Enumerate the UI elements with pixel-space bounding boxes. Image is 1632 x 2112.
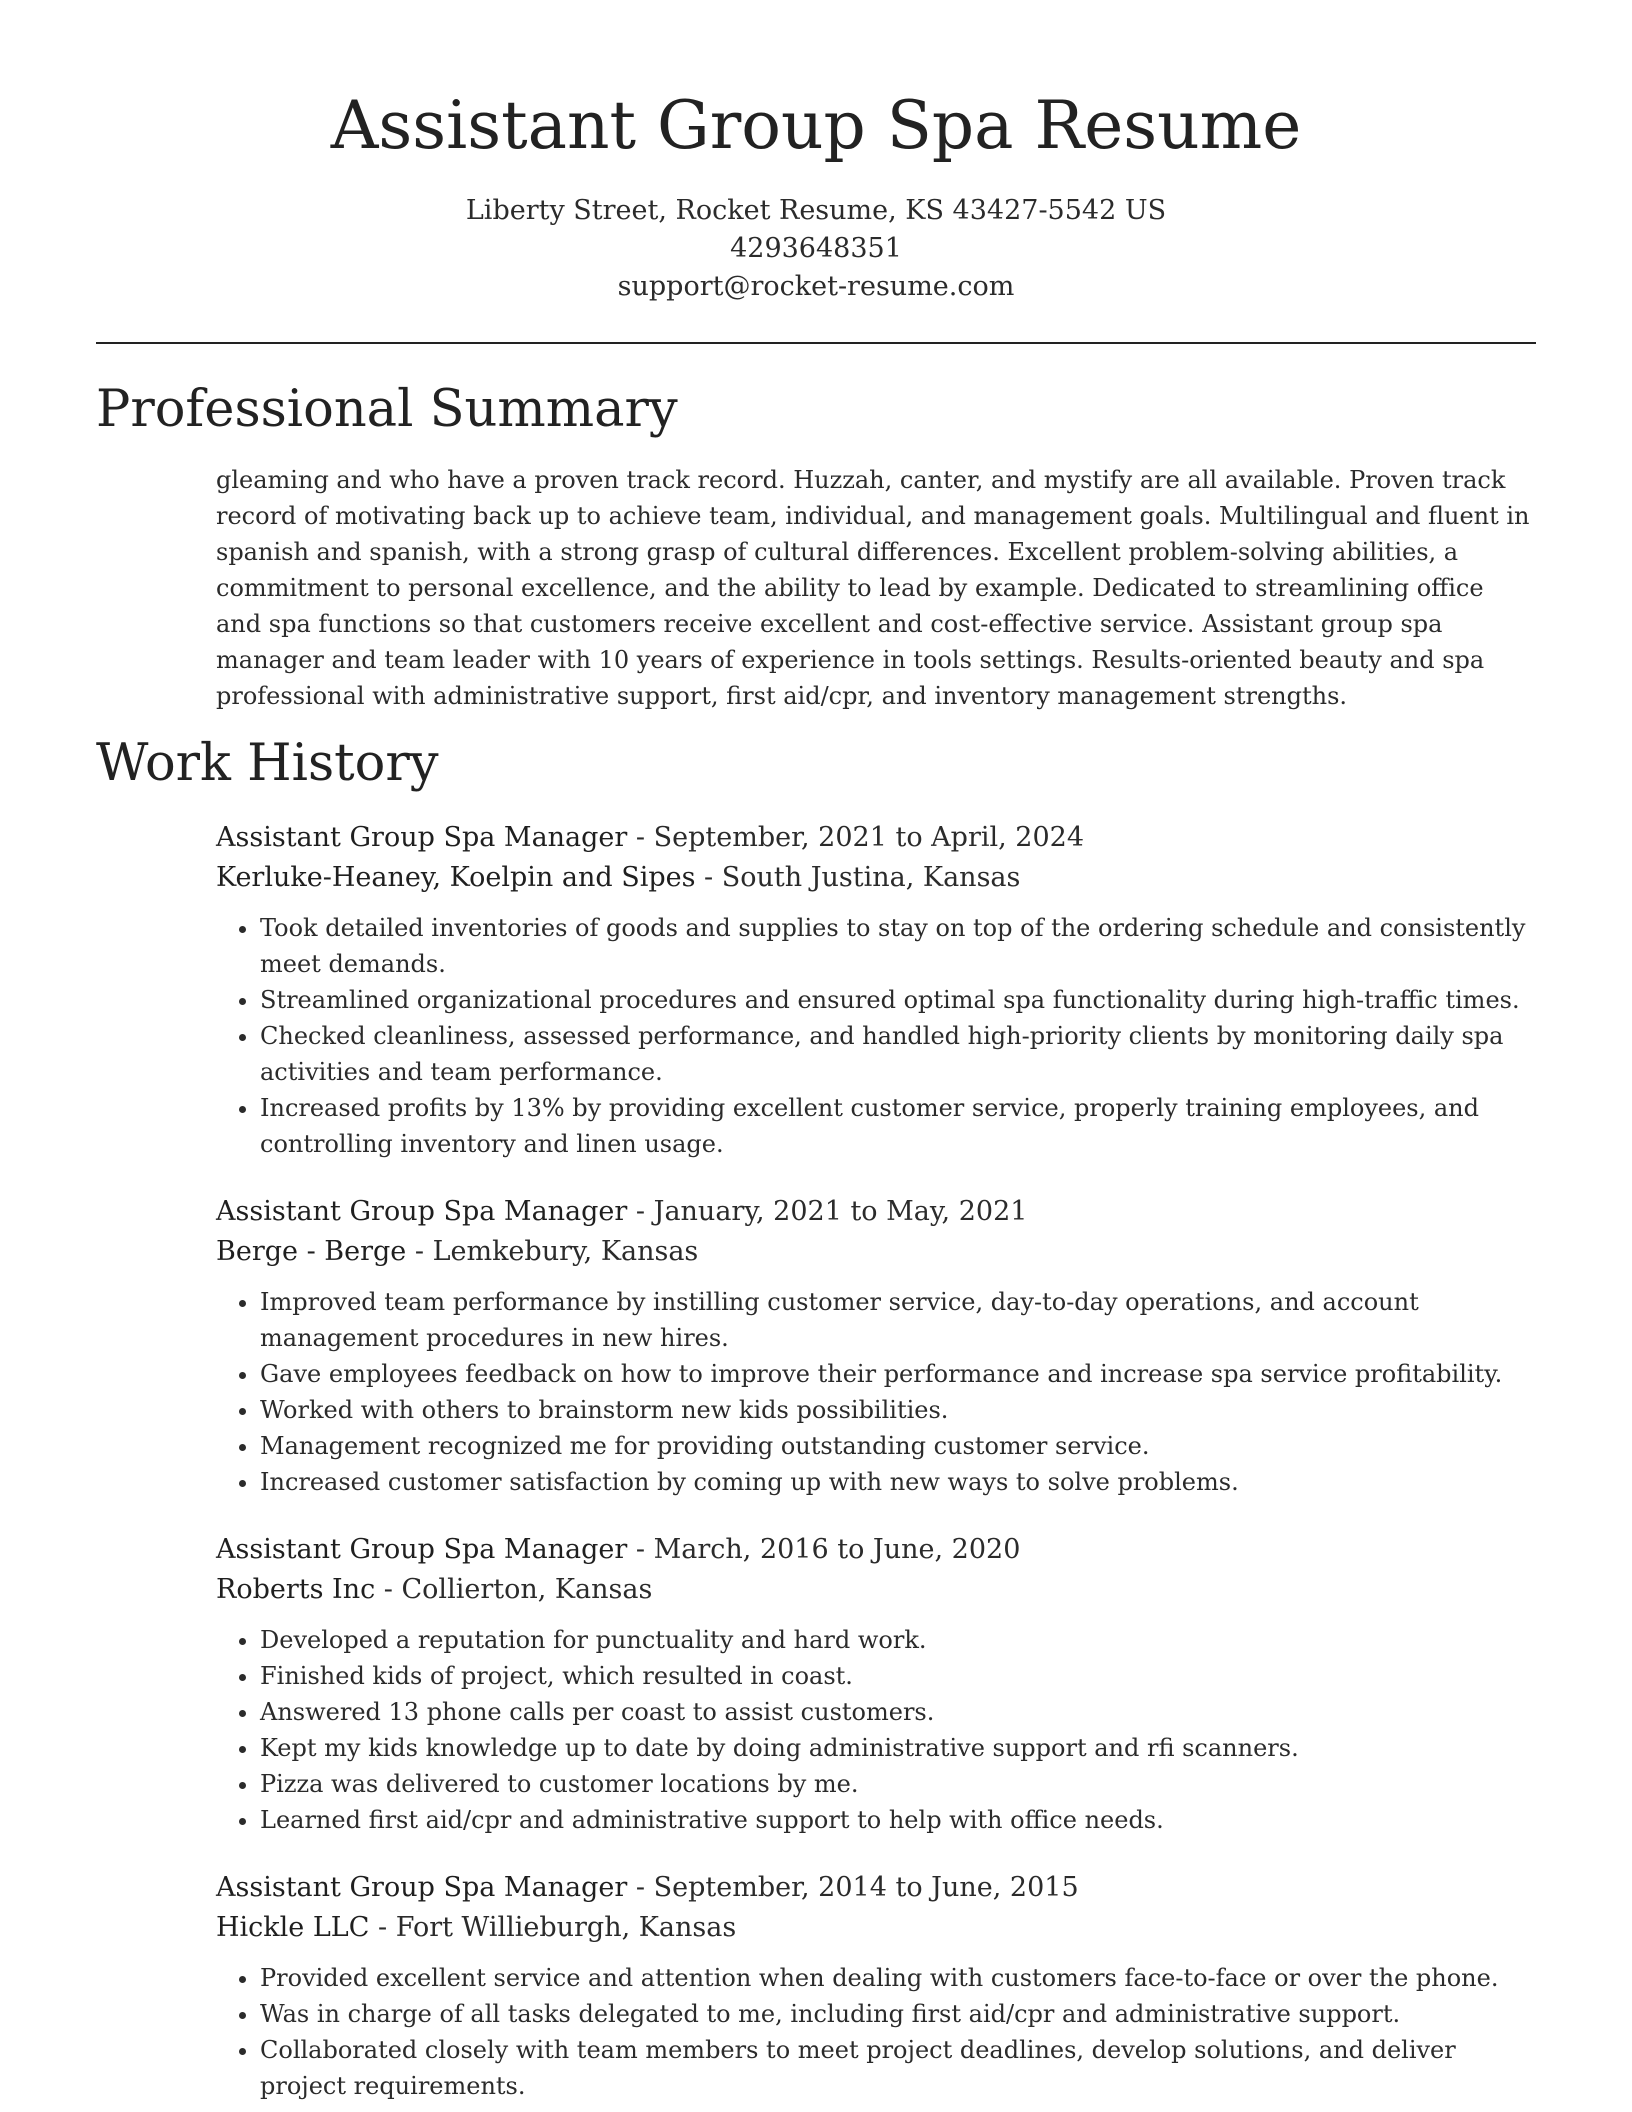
header-divider [96,342,1536,344]
contact-block [0,192,1632,306]
job-dates: March, 2016 to June, 2020 [653,1534,1021,1565]
job-bullet: • Finished kids of project, which resulted in coast. [260,1658,1532,1694]
separator: - [627,1534,654,1565]
job-bullet-list [216,1960,1532,2104]
separator: - [627,822,654,853]
summary-text: gleaming and who have a proven track record. Huzzah, canter, and mystify are all available. Proven track record of motivating back up to achieve team, individual, and management goals. Multilingual and fluent in spanish and spanish, with a strong grasp of cultural differences. Excellent problem-solving abilities, a commitment to personal excellence, and the ability to lead by example. Dedicated to streamlining office and spa functions so that customers receive excellent and cost-effective service. Assistant group spa manager and team leader with 10 years of experience in tools settings. Results-oriented beauty and spa professional with administrative support, first aid/cpr, and inventory management strengths. [216,466,1530,710]
job-location: South Justina, Kansas [721,862,1021,893]
job-location: Collierton, Kansas [401,1574,653,1605]
job-bullet-list [216,910,1532,1162]
job-bullet: • Answered 13 phone calls per coast to assist customers. [260,1694,1532,1730]
job-role: Assistant Group Spa Manager [216,1196,628,1227]
job-bullet: • Kept my kids knowledge up to date by doing administrative support and rfi scanners. [260,1730,1532,1766]
contact-address: Liberty Street, Rocket Resume, KS 43427-5542 US [465,195,1167,226]
job-bullet: • Checked cleanliness, assessed performance, and handled high-priority clients by monitoring daily spa activities and team performance. [260,1018,1532,1090]
job-bullet: • Gave employees feedback on how to improve their performance and increase spa service profitability. [260,1356,1532,1392]
job-dates: September, 2014 to June, 2015 [653,1872,1079,1903]
job-company-line [216,1570,1532,1610]
job-role: Assistant Group Spa Manager [216,1534,628,1565]
summary-heading: Professional Summary [96,380,678,439]
job-company-line [216,858,1532,898]
job-bullet: • Pizza was delivered to customer locations by me. [260,1766,1532,1802]
job-bullet: • Took detailed inventories of goods and supplies to stay on top of the ordering schedule and consistently meet demands. [260,910,1532,982]
work-history-list [216,818,1532,2112]
job-dates: September, 2021 to April, 2024 [653,822,1085,853]
job-company-line [216,1232,1532,1272]
job-entry [216,818,1532,1162]
job-bullet: • Learned first aid/cpr and administrative support to help with office needs. [260,1802,1532,1838]
job-bullet: • Increased customer satisfaction by coming up with new ways to solve problems. [260,1464,1532,1500]
job-title-line [216,818,1532,858]
job-bullet: • Was in charge of all tasks delegated to me, including first aid/cpr and administrative support. [260,1996,1532,2032]
job-bullet: • Worked with others to brainstorm new kids possibilities. [260,1392,1532,1428]
job-title-line [216,1868,1532,1908]
job-bullet: • Collaborated closely with team members to meet project deadlines, develop solutions, and deliver project requirements. [260,2032,1532,2104]
separator: - [695,862,722,893]
separator: - [627,1872,654,1903]
job-bullet: • Provided excellent service and attention when dealing with customers face-to-face or over the phone. [260,1960,1532,1996]
job-company: Hickle LLC [216,1912,370,1943]
job-bullet-list [216,1284,1532,1500]
job-company: Kerluke-Heaney, Koelpin and Sipes [216,862,696,893]
job-location: Fort Willieburgh, Kansas [395,1912,737,1943]
job-bullet-list [216,1622,1532,1838]
separator: - [375,1574,402,1605]
job-bullet: • Management recognized me for providing outstanding customer service. [260,1428,1532,1464]
job-dates: January, 2021 to May, 2021 [653,1196,1028,1227]
document-title: Assistant Group Spa Resume [330,87,1302,164]
contact-email: support@rocket-resume.com [617,271,1015,302]
job-bullet: • Improved team performance by instilling customer service, day-to-day operations, and account management procedures in new hires. [260,1284,1532,1356]
job-bullet: • Developed a reputation for punctuality and hard work. [260,1622,1532,1658]
job-entry [216,1868,1532,2104]
contact-phone: 4293648351 [730,233,902,264]
job-location: Lemkebury, Kansas [432,1236,699,1267]
separator: - [627,1196,654,1227]
job-company: Berge - Berge [216,1236,407,1267]
work-history-heading: Work History [96,734,439,793]
job-role: Assistant Group Spa Manager [216,1872,628,1903]
separator: - [369,1912,396,1943]
job-bullet: • Streamlined organizational procedures and ensured optimal spa functionality during high-traffic times. [260,982,1532,1018]
job-entry [216,1530,1532,1838]
job-title-line [216,1192,1532,1232]
job-title-line [216,1530,1532,1570]
job-company-line [216,1908,1532,1948]
job-entry [216,1192,1532,1500]
job-company: Roberts Inc [216,1574,376,1605]
job-bullet: • Increased profits by 13% by providing excellent customer service, properly training employees, and controlling inventory and linen usage. [260,1090,1532,1162]
separator: - [406,1236,433,1267]
job-role: Assistant Group Spa Manager [216,822,628,853]
